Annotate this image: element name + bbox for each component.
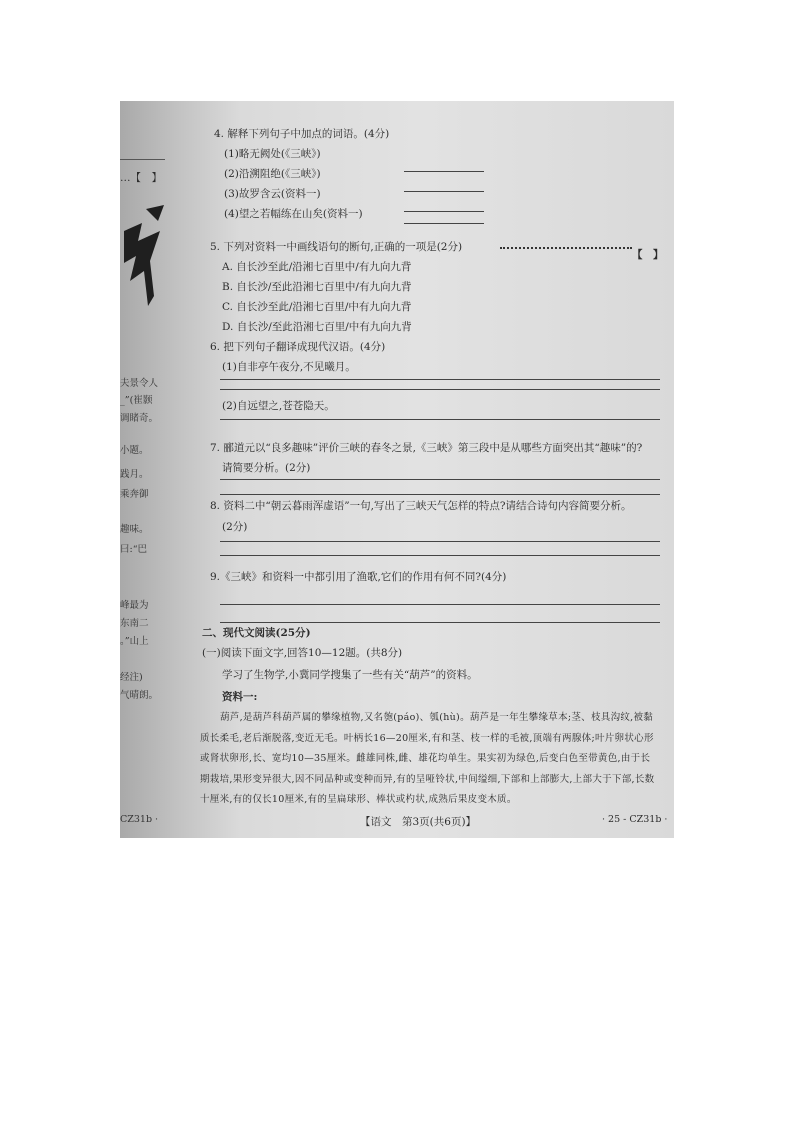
q9-answer-line — [220, 622, 660, 623]
left-top-bracket: …【 】 — [120, 172, 162, 184]
left-fragment: 调睹奇。 — [120, 413, 159, 424]
q6-answer-line — [220, 379, 660, 380]
top-rule — [120, 159, 165, 160]
q6-item-2: (2)自远望之,苍苍隐天。 — [222, 400, 335, 412]
material-label: 资料一: — [222, 691, 258, 703]
left-fragment: 乘奔御 — [120, 489, 149, 500]
q5-answer-bracket: 【 】 — [632, 249, 664, 261]
q8-prompt: 8. 资料二中“朝云暮雨浑虚语”一句,写出了三峡天气怎样的特点?请结合诗句内容简要分析。 — [210, 500, 632, 512]
q4-answer-blank — [404, 223, 484, 224]
q4-prompt: 4. 解释下列句子中加点的词语。(4分) — [214, 128, 390, 140]
q4-item-1: (1)略无阙处(《三峡》) — [224, 148, 321, 160]
left-fragment: _”(崔颢 — [120, 395, 153, 406]
page-footer: 【语文 第3页(共6页)】 — [360, 816, 477, 828]
left-fragment: 曰:“巴 — [120, 544, 148, 555]
section-intro: 学习了生物学,小冀同学搜集了一些有关“葫芦”的资料。 — [222, 669, 478, 681]
section-heading: 二、现代文阅读(25分) — [202, 627, 311, 639]
calligraphy-logo — [120, 201, 168, 311]
q5-option-b: B. 自长沙/至此沿湘七百里中/有九向九背 — [222, 281, 412, 293]
q5-option-d: D. 自长沙/至此沿湘七百里/中有九向九背 — [222, 321, 412, 333]
left-fragment: 趣味。 — [120, 524, 149, 535]
material-paragraph: 葫芦,是葫芦科葫芦属的攀缘植物,又名匏(páo)、瓠(hù)。葫芦是一年生攀缘草本;茎、枝具沟纹,被黏质长柔毛,老后渐脱落,变近无毛。叶柄长16—20厘米,有和茎、枝一样的毛被,顶端有两腺体;叶片卵状心形或肾状卵形,长、宽均10—35厘米。雌雄同株,雌、雄花均单生。果实初为绿色,后变白色至带黄色,由于长期栽培,果形变异很大,因不同品种或变种而异,有的呈哑铃状,中间缢细,下部和上部膨大,上部大于下部,长数十厘米,有的仅长10厘米,有的呈扁球形、棒状或杓状,成熟后果皮变木质。 — [200, 712, 655, 805]
left-fragment: 践月。 — [120, 469, 149, 480]
section-subheading: (一)阅读下面文字,回答10—12题。(共8分) — [202, 647, 403, 659]
q4-item-3: (3)故罗含云(资料一) — [224, 188, 321, 200]
q5-dot-leader — [500, 247, 632, 249]
q6-answer-line — [220, 389, 660, 390]
q6-item-1: (1)自非亭午夜分,不见曦月。 — [222, 361, 356, 373]
q5-option-c: C. 自长沙至此/沿湘七百里/中有九向九背 — [222, 301, 412, 313]
q5-option-a: A. 自长沙至此/沿湘七百里中/有九向九背 — [222, 261, 412, 273]
q9-answer-line — [220, 604, 660, 605]
q4-answer-blank — [404, 211, 484, 212]
left-fragment: 。”山上 — [120, 636, 149, 647]
q4-answer-blank — [404, 191, 484, 192]
q8-answer-line — [220, 541, 660, 542]
q4-item-2: (2)沿溯阻绝(《三峡》) — [224, 168, 321, 180]
left-fragment: 东南二 — [120, 618, 149, 629]
left-fragment: 夫景令人 — [120, 378, 159, 389]
q9-prompt: 9.《三峡》和资料一中都引用了渔歌,它们的作用有何不同?(4分) — [210, 571, 507, 583]
q8-prompt-cont: (2分) — [222, 521, 248, 533]
q7-prompt-cont: 请简要分析。(2分) — [222, 462, 311, 474]
q7-prompt: 7. 郦道元以“良多趣味”评价三峡的春冬之景,《三峡》第三段中是从哪些方面突出其“趣味”的? — [210, 442, 643, 454]
q7-answer-line — [220, 479, 660, 480]
scanned-page-photo — [120, 101, 674, 838]
left-fragment: 小题。 — [120, 445, 149, 456]
left-footer-code: CZ31b · — [120, 814, 159, 825]
q8-answer-line — [220, 555, 660, 556]
q7-answer-line — [220, 494, 660, 495]
page-code: · 25 - CZ31b · — [602, 814, 668, 825]
q4-answer-blank — [404, 171, 484, 172]
q6-answer-line — [220, 419, 660, 420]
q5-prompt: 5. 下列对资料一中画线语句的断句,正确的一项是(2分) — [210, 241, 463, 253]
q4-item-4: (4)望之若幅练在山矣(资料一) — [224, 208, 363, 220]
q6-prompt: 6. 把下列句子翻译成现代汉语。(4分) — [210, 341, 386, 353]
left-fragment: 气晴朗。 — [120, 690, 159, 701]
left-fragment: 经注) — [120, 672, 143, 683]
left-fragment: 峰最为 — [120, 600, 149, 611]
